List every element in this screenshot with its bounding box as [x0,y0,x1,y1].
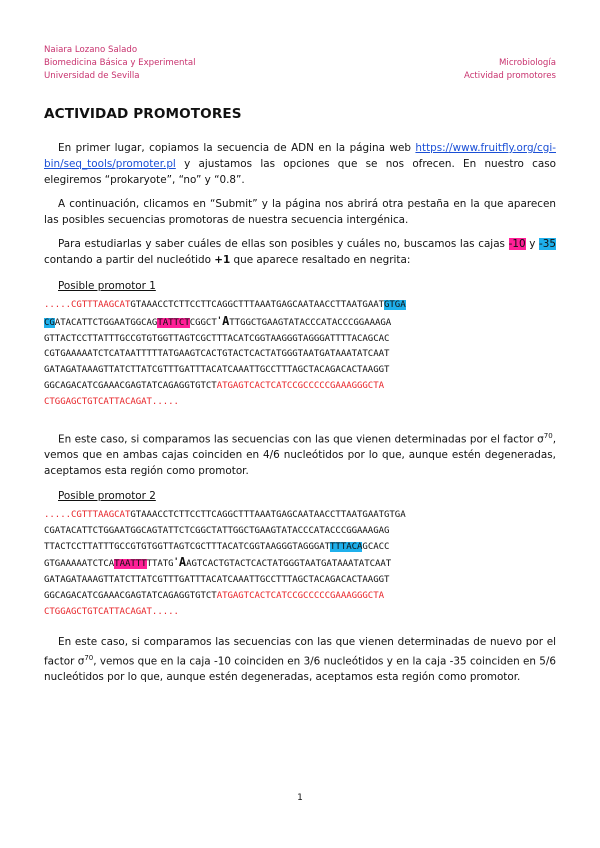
seq-line: GTTACTCCTTATTTGCCGTGTGGTTAGTCGCTTTACATCGGTAAGGGTAGGGATTTTACAGCAC [44,333,390,344]
promoter-tool-link[interactable]: https://www.fruitfly.org/cgi-bin/seq_tools/promoter.pl [44,142,556,170]
subject: Microbiología [499,58,556,68]
seq-line: .....CGTTTAAGCATGTAAACCTCTTCCTTCAGGCTTTAAATGAGCAATAACCTTAATGAATGTGA [44,510,406,520]
paragraph-boxes: Para estudiarlas y saber cuáles de ellas son posibles y cuáles no, buscamos las cajas -10 y -35 contando a partir del nucleótido +1 que aparece resaltado en negrita: [44,238,556,266]
author-name: Naiara Lozano Salado [44,45,138,55]
seq-line: CGTGAAAAATCTCATAATTTTTATGAAGTCACTGTACTCACTATGGGTAATGATAAATATCAAT [44,349,390,360]
seq-line: GTGAAAAATCTCATAATTTTTATG'AAGTCACTGTACTCACTATGGGTAATGATAAATATCAAT [44,555,392,570]
plus1-nucleotide: A [222,313,230,328]
paragraph-submit: A continuación, clicamos en “Submit” y la página nos abrirá otra pestaña en la que aparecen las posibles secuencias promotoras de nuestra secuencia intergénica. [44,198,556,226]
box-35-highlight: GTGA [384,300,406,310]
seq-line: TTACTCCTTATTTGCCGTGTGGTTAGTCGCTTTACATCGGTAAGGGTAGGGATTTTACAGCACC [44,541,390,552]
seq-line: GGCAGACATCGAAACGAGTATCAGAGGTGTCTATGAGTCACTCATCCGCCCCCGAAAGGGCTA [44,590,385,601]
plus1-label: +1 [214,254,231,266]
seq-line: CGATACATTCTGGAATGGCAGTATTCTCGGCTATTGGCTGAAGTATACCCATACCCGGAAAGAG [44,525,390,536]
page-title: ACTIVIDAD PROMOTORES [44,106,242,122]
promoter1-sequence [44,298,564,411]
header-left [44,44,195,83]
activity-name: Actividad promotores [463,71,556,81]
seq-line: CGATACATTCTGGAATGGCAGTATTCTCGGCT'ATTGGCTGAAGTATACCCATACCCGGAAAGA [44,313,392,328]
box-35-highlight: CG [44,317,55,328]
plus1-nucleotide: A [178,555,187,570]
seq-line: GGCAGACATCGAAACGAGTATCAGAGGTGTCTATGAGTCACTCATCCGCCCCCGAAAGGGCTA [44,380,385,391]
box-10-label: -10 [508,238,526,250]
promoter2-sequence [44,508,564,621]
box-35-highlight: TTTACA [330,541,363,552]
box-10-highlight: TATTCT [157,317,190,328]
box-35-label: -35 [539,238,556,250]
degree: Biomedicina Básica y Experimental [44,58,196,68]
seq-line: GATAGATAAAGTTATCTTATCGTTTGATTTACATCAAATTGCCTTTAGCTACAGACACTAAGGT [44,575,390,586]
box-10-highlight: TAATTT [114,559,147,570]
seq-line: CTGGAGCTGTCATTACAGAT..... [44,606,179,617]
seq-line: .....CGTTTAAGCATGTAAACCTCTTCCTTCAGGCTTTAAATGAGCAATAACCTTAATGAATGTGA [44,300,406,310]
paragraph-analysis-1: En este caso, si comparamos las secuencias con las que vienen determinadas por el factor $\sigma^{70}$, vemos que en ambas cajas coinciden en 4/6 nucleótidos por lo que, aunque estén degeneradas, aceptamos esta región como promotor. [44,432,556,478]
page-number: 1 [297,793,303,803]
header-right [464,44,556,83]
paragraph-analysis-2: En este caso, si comparamos las secuencias con las que vienen determinadas de nuevo por el factor $\sigma^{70}$, vemos que en la caja -10 coinciden en 3/6 nucleótidos y en la caja -35 coinciden en 5/6 nucleótidos por lo que, aunque estén degeneradas, aceptamos esta región como promotor. [44,636,556,684]
paragraph-intro: En primer lugar, copiamos la secuencia de ADN en la página web https://www.fruitfly.org/cgi-bin/seq_tools/promoter.pl y ajustamos las opciones que se nos ofrecen. En nuestro caso elegiremos “prokaryote”, “no” y “0.8”. [44,142,556,186]
seq-line: GATAGATAAAGTTATCTTATCGTTTGATTTACATCAAATTGCCTTTAGCTACAGACACTAAGGT [44,365,390,376]
promoter1-heading: Posible promotor 1 [58,280,156,292]
university: Universidad de Sevilla [44,71,140,81]
promoter2-heading: Posible promotor 2 [58,490,156,502]
seq-line: CTGGAGCTGTCATTACAGAT..... [44,396,179,407]
